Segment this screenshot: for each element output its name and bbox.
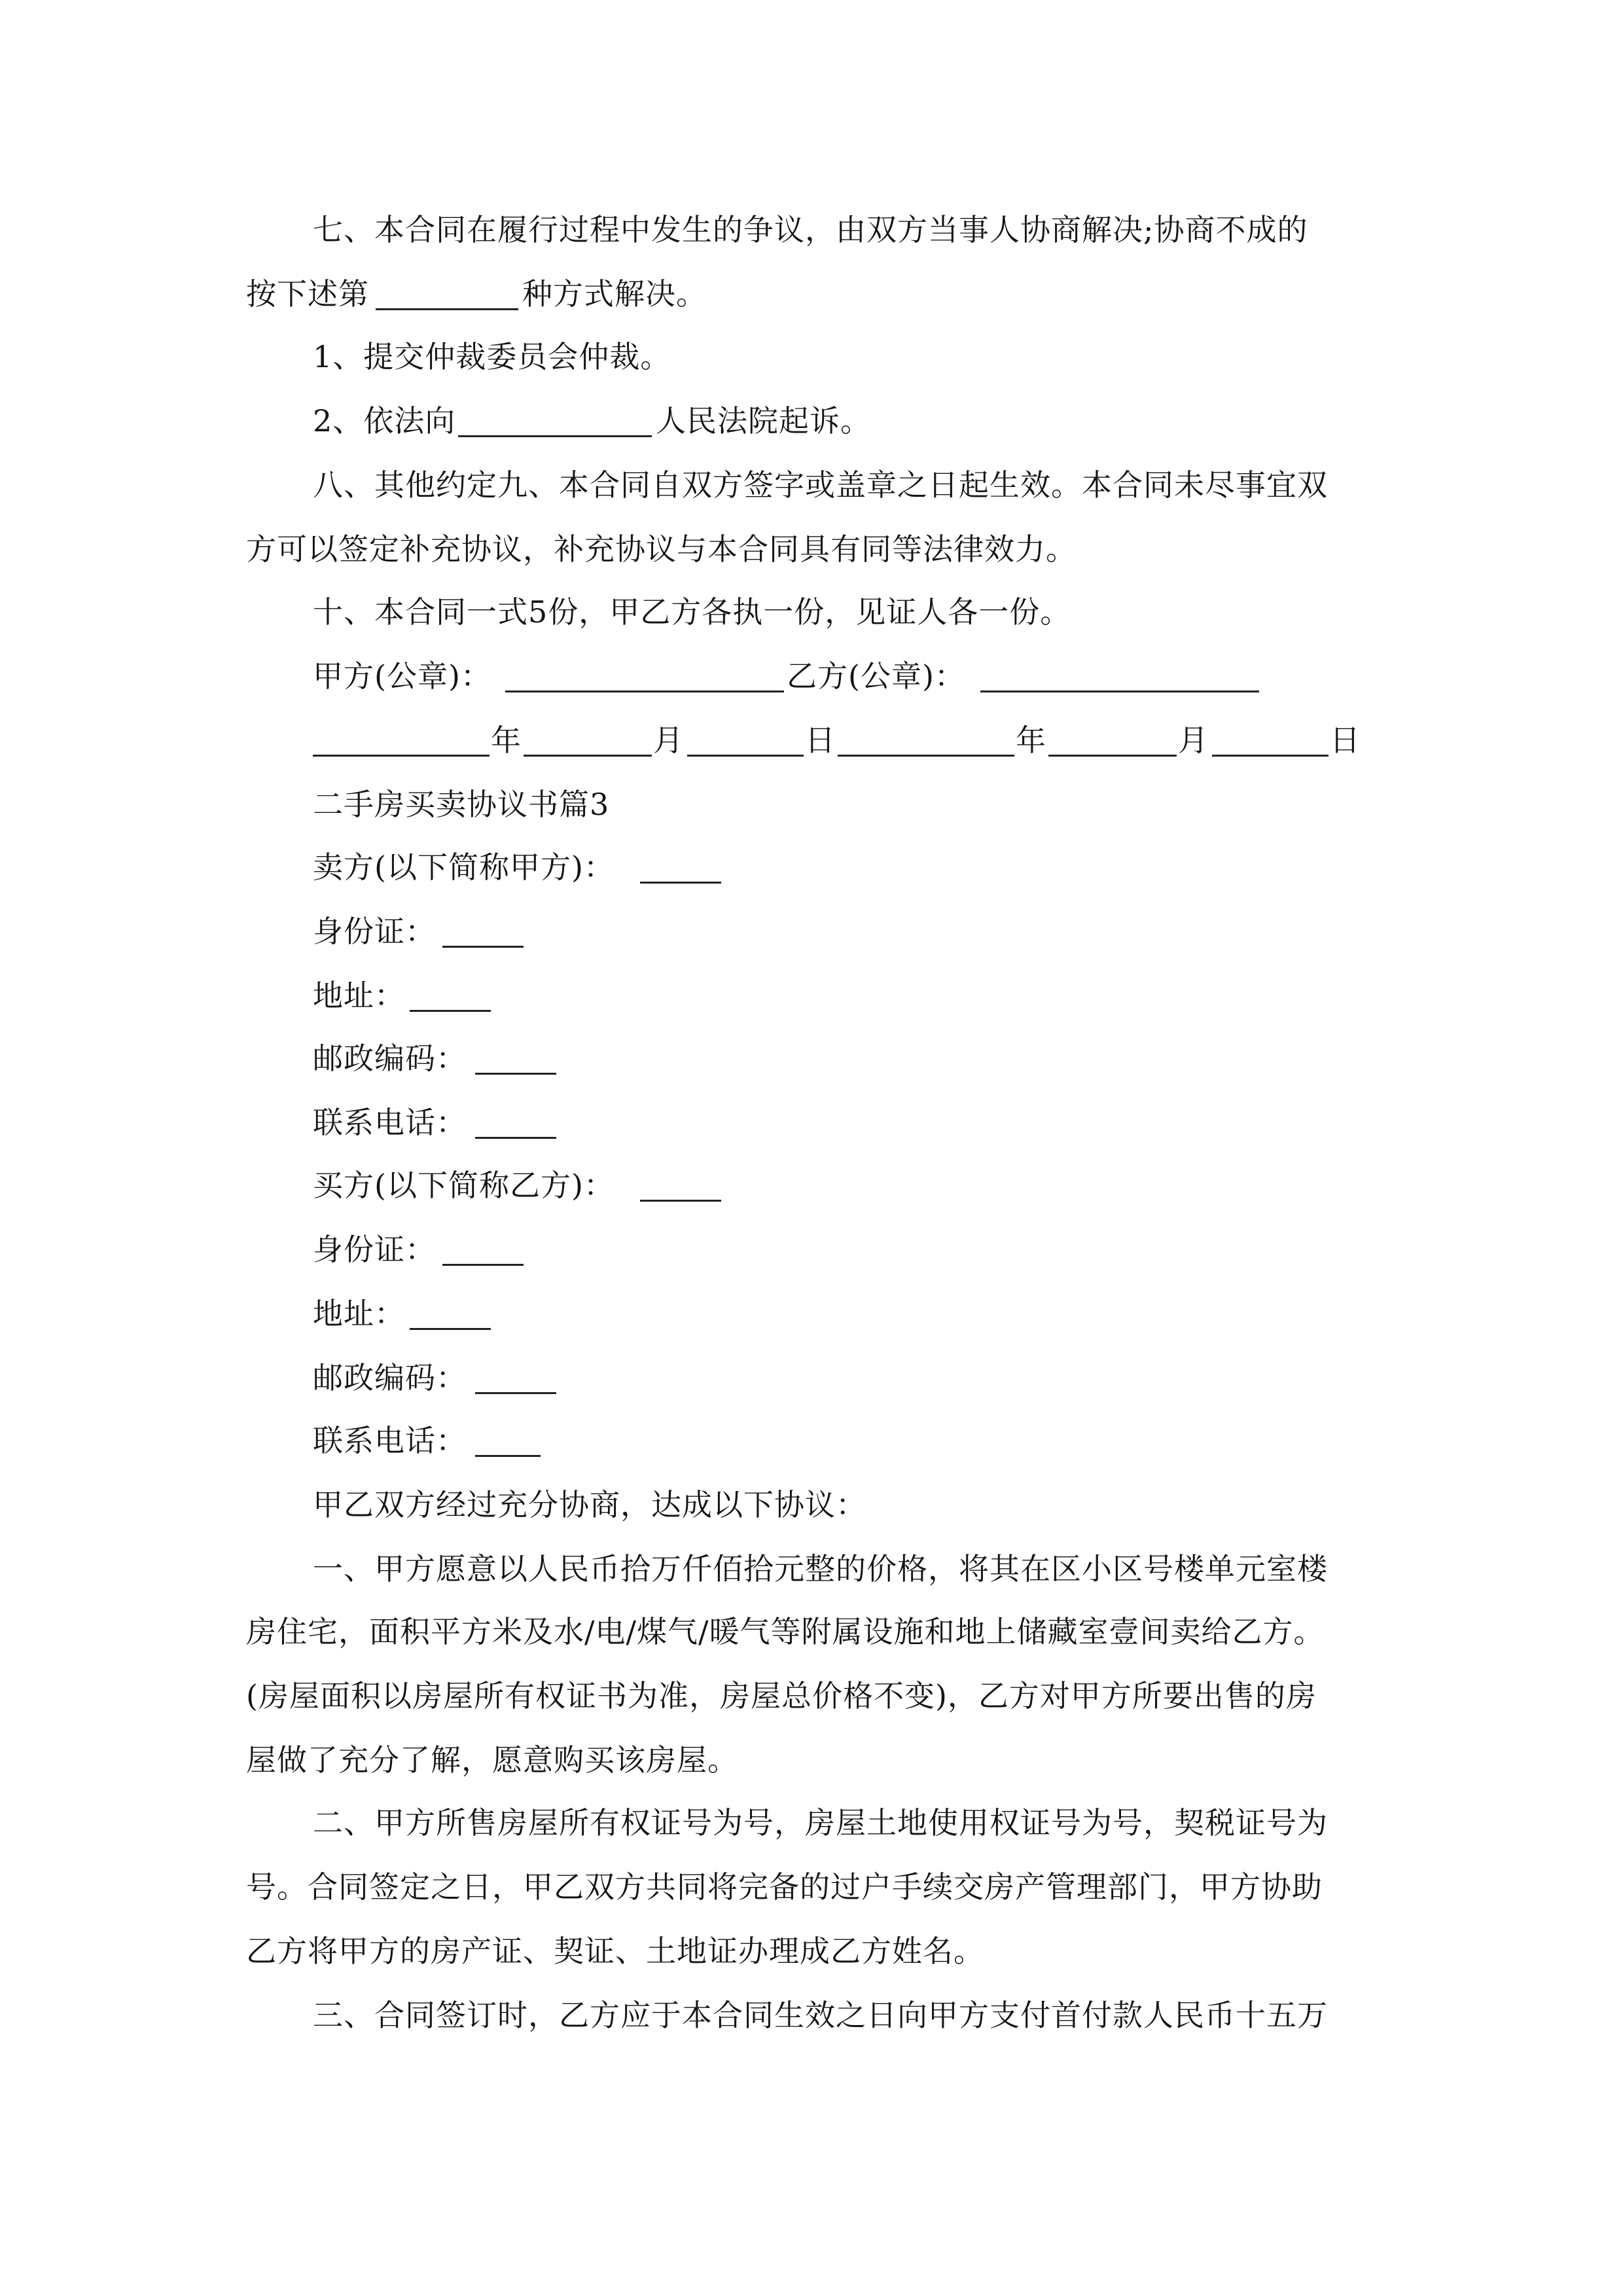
article-2-line-2 — [0, 1855, 1623, 1919]
party-b-day-blank[interactable] — [1212, 724, 1329, 757]
article-2-line-3 — [0, 1919, 1623, 1983]
party-a-day-label: 日 — [805, 723, 836, 758]
article-2-text-1: 二、甲方所售房屋所有权证号为号，房屋土地使用权证号为号，契税证号为 — [313, 1805, 1328, 1840]
buyer-postcode-label: 邮政编码： — [313, 1360, 467, 1395]
party-a-month-label: 月 — [653, 723, 684, 758]
seller-phone-line — [0, 1090, 1623, 1155]
seller-address-line — [0, 963, 1623, 1028]
article-1-line-2 — [0, 1600, 1623, 1664]
buyer-address-blank[interactable] — [410, 1297, 491, 1330]
article-1-text-3: (房屋面积以房屋所有权证书为准，房屋总价格不变)，乙方对甲方所要出售的房 — [246, 1678, 1317, 1713]
clause-8-9-text-2: 方可以签定补充协议，补充协议与本合同具有同等法律效力。 — [246, 531, 1077, 567]
section-title-text: 二手房买卖协议书篇3 — [313, 787, 610, 822]
buyer-address-label: 地址： — [313, 1296, 405, 1331]
party-a-year-blank[interactable] — [313, 724, 490, 757]
party-b-year-label: 年 — [1016, 723, 1046, 758]
buyer-phone-line — [0, 1408, 1623, 1473]
party-a-seal-blank[interactable] — [505, 660, 784, 692]
clause-8-9-line-2 — [0, 517, 1623, 581]
seller-id-label: 身份证： — [313, 914, 436, 949]
party-b-seal-blank[interactable] — [980, 660, 1259, 692]
option-1 — [0, 325, 1623, 389]
article-1-text-4: 屋做了充分了解，愿意购买该房屋。 — [246, 1742, 738, 1778]
clause-8-9-line-1 — [0, 453, 1623, 517]
party-a-day-blank[interactable] — [687, 724, 804, 757]
article-1-text-2: 房住宅，面积平方米及水/电/煤气/暖气等附属设施和地上储藏室壹间卖给乙方。 — [246, 1614, 1325, 1649]
buyer-phone-label: 联系电话： — [313, 1423, 467, 1458]
agreement-intro-text: 甲乙双方经过充分协商，达成以下协议： — [313, 1487, 866, 1522]
article-2-text-3: 乙方将甲方的房产证、契证、土地证办理成乙方姓名。 — [246, 1933, 984, 1969]
buyer-postcode-line — [0, 1346, 1623, 1410]
buyer-id-blank[interactable] — [442, 1233, 524, 1266]
buyer-id-line — [0, 1217, 1623, 1282]
seller-phone-label: 联系电话： — [313, 1105, 467, 1140]
seal-line — [0, 644, 1623, 708]
party-b-month-label: 月 — [1178, 723, 1209, 758]
seller-postcode-label: 邮政编码： — [313, 1041, 467, 1076]
party-a-seal-label: 甲方(公章)： — [313, 658, 491, 694]
seller-address-blank[interactable] — [410, 979, 491, 1012]
buyer-postcode-blank[interactable] — [475, 1361, 556, 1394]
party-b-year-blank[interactable] — [838, 724, 1014, 757]
method-number-blank[interactable] — [376, 278, 518, 310]
seller-name-blank[interactable] — [640, 851, 721, 884]
party-b-seal-label: 乙方(公章)： — [787, 658, 965, 694]
seller-address-label: 地址： — [313, 978, 405, 1013]
court-name-blank[interactable] — [458, 404, 652, 437]
clause-7-line-1 — [0, 198, 1623, 262]
party-b-day-label: 日 — [1330, 723, 1361, 758]
buyer-phone-blank[interactable] — [475, 1424, 541, 1457]
buyer-name-blank[interactable] — [640, 1169, 721, 1202]
option-2-text-a: 2、依法向 — [313, 403, 456, 439]
seller-label-line — [0, 835, 1623, 899]
section-title — [0, 772, 1623, 836]
party-b-month-blank[interactable] — [1048, 724, 1177, 757]
clause-7-line-2 — [0, 262, 1623, 326]
seller-id-blank[interactable] — [442, 915, 524, 948]
option-2 — [0, 389, 1623, 453]
clause-7-text: 七、本合同在履行过程中发生的争议，由双方当事人协商解决;协商不成的 — [313, 212, 1308, 247]
article-1-text-1: 一、甲方愿意以人民币拾万仟佰拾元整的价格，将其在区小区号楼单元室楼 — [313, 1551, 1328, 1587]
clause-8-9-text-1: 八、其他约定九、本合同自双方签字或盖章之日起生效。本合同未尽事宜双 — [313, 467, 1328, 503]
clause-10 — [0, 580, 1623, 644]
clause-7-text-b: 种方式解决。 — [522, 276, 707, 312]
seller-postcode-blank[interactable] — [475, 1042, 556, 1075]
clause-10-text: 十、本合同一式5份，甲乙方各执一份，见证人各一份。 — [313, 594, 1071, 630]
buyer-label-line — [0, 1153, 1623, 1217]
article-1-line-3 — [0, 1664, 1623, 1728]
article-1-line-4 — [0, 1728, 1623, 1792]
seller-phone-blank[interactable] — [475, 1106, 556, 1139]
article-3-text-1: 三、合同签订时，乙方应于本合同生效之日向甲方支付首付款人民币十五万 — [313, 1998, 1328, 2033]
buyer-id-label: 身份证： — [313, 1232, 436, 1267]
seller-id-line — [0, 899, 1623, 963]
agreement-intro — [0, 1473, 1623, 1537]
option-1-text: 1、提交仲裁委员会仲裁。 — [313, 339, 671, 374]
article-2-line-1 — [0, 1791, 1623, 1855]
seller-postcode-line — [0, 1026, 1623, 1090]
party-a-month-blank[interactable] — [524, 724, 652, 757]
party-a-year-label: 年 — [491, 723, 522, 758]
article-3-line-1 — [0, 1983, 1623, 2047]
clause-7-text-a: 按下述第 — [246, 276, 369, 312]
date-line — [0, 708, 1623, 772]
option-2-text-b: 人民法院起诉。 — [656, 403, 871, 439]
article-1-line-1 — [0, 1537, 1623, 1601]
buyer-address-line — [0, 1282, 1623, 1346]
seller-label: 卖方(以下简称甲方)： — [313, 850, 615, 885]
article-2-text-2: 号。合同签定之日，甲乙双方共同将完备的过户手续交房产管理部门，甲方协助 — [246, 1869, 1323, 1905]
buyer-label: 买方(以下简称乙方)： — [313, 1168, 615, 1203]
